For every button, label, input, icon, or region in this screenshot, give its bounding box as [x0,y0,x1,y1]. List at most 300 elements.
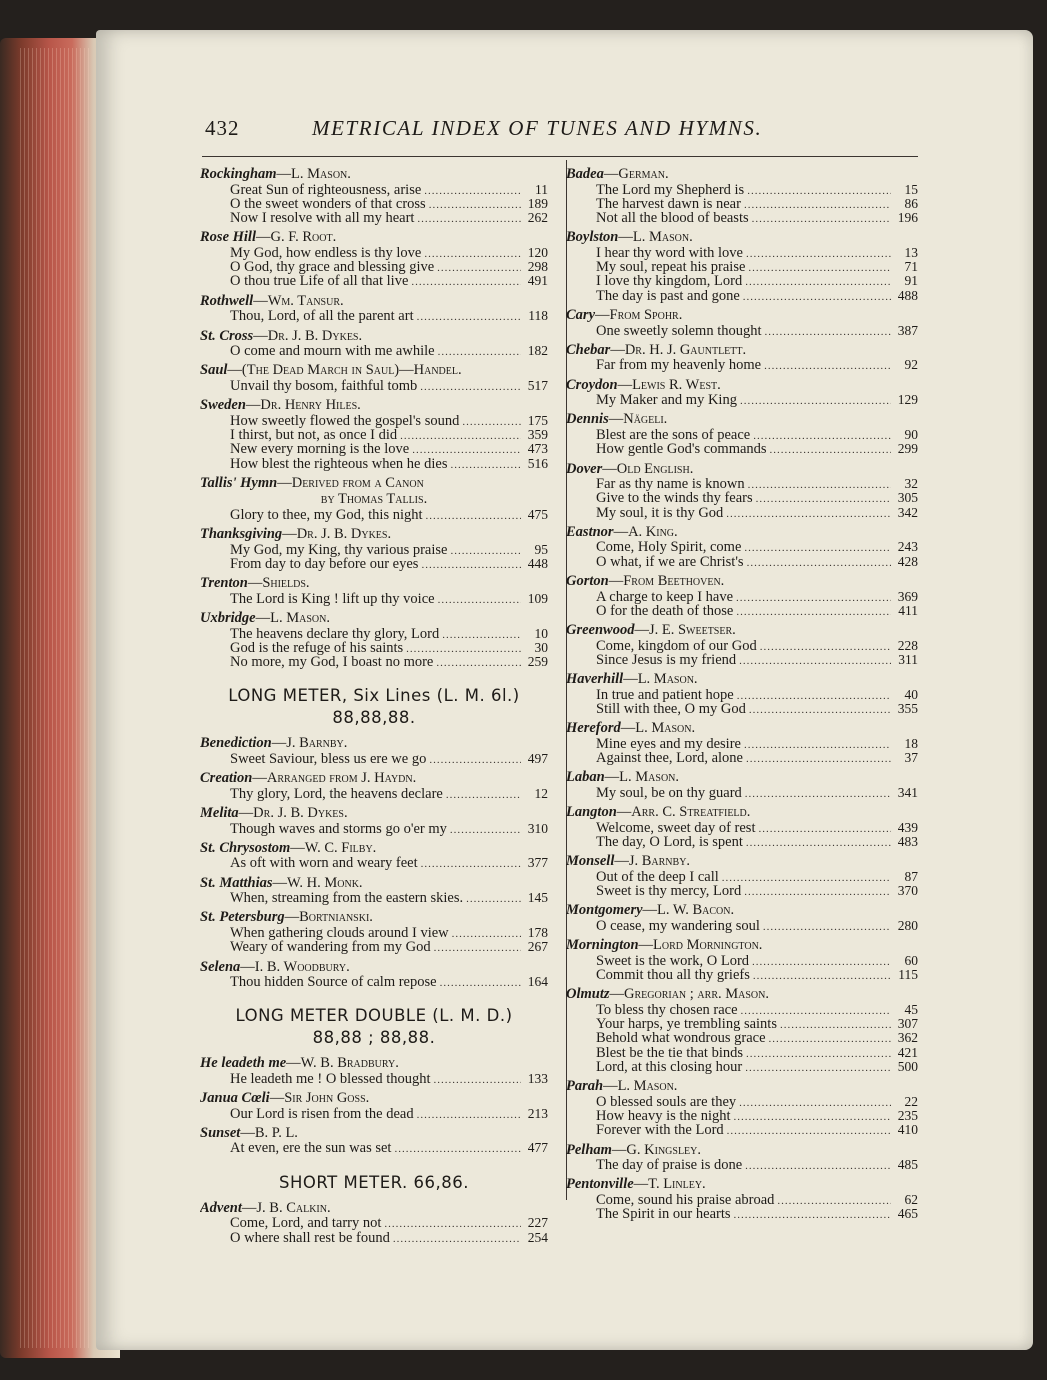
hymn-line [200,557,548,571]
hymn-number: 465 [897,1206,918,1222]
tune-name: St. Cross [200,327,254,344]
hymn-line [566,1109,918,1123]
hymn-first-line: Weary of wandering from my God [230,939,431,956]
tune-entry [566,461,918,478]
hymn-first-line: Sweet Saviour, bless us ere we go [230,750,427,767]
dot-leader [462,415,521,429]
dash: — [245,397,261,414]
tune-composer: Arr. C. Streatfield. [631,804,751,821]
tune-entry [566,411,918,428]
dot-leader [466,892,521,906]
dash: — [602,460,617,477]
hymn-first-line: Glory to thee, my God, this night [230,506,423,523]
dot-leader [440,976,521,990]
hymn-first-line: The day, O Lord, is spent [596,834,743,851]
hymn-first-line: Blest be the tie that binds [596,1044,743,1061]
dot-leader [438,345,521,359]
hymn-line [566,1017,918,1031]
tune-composer: G. Kingsley. [626,1141,702,1158]
hymn-first-line: I hear thy word with love [596,244,743,261]
dot-leader [417,212,521,226]
tune-name: Mornington [566,937,639,954]
hymn-line [200,344,548,358]
hymn-first-line: Your harps, ye trembling saints [596,1016,777,1033]
hymn-line [566,1207,918,1221]
tune-entry [566,524,918,541]
hymn-line [200,428,548,442]
hymn-first-line: My soul, repeat his praise [596,259,746,276]
hymn-first-line: O what, if we are Christ's [596,553,744,570]
dot-leader [764,359,891,373]
dot-leader [737,689,891,703]
hymn-first-line: My soul, be on thy guard [596,784,742,801]
hymn-line [566,884,918,898]
dash: — [240,958,255,975]
hymn-first-line: From day to day before our eyes [230,555,419,572]
hymn-first-line: The Lord my Shepherd is [596,181,745,198]
hymn-number: 12 [534,785,548,801]
dot-leader [450,823,521,837]
tune-composer: Arranged from J. Haydn. [266,770,417,787]
tune-name: St. Chrysostom [200,839,291,856]
hymn-first-line: My Maker and my King [596,392,737,409]
tune-entry [200,166,548,183]
dot-leader [450,458,521,472]
hymn-number: 448 [527,555,548,571]
hymn-line [566,183,918,197]
hymn-number: 387 [897,322,918,338]
hymn-first-line: Out of the deep I call [596,868,719,885]
tune-entry [566,671,918,688]
dot-leader [746,247,891,261]
dash: — [253,327,268,344]
tune-entry [566,937,918,954]
dash: — [241,1199,257,1216]
hymn-line [200,211,548,225]
tune-entry [566,853,918,870]
hymn-number: 483 [897,834,918,850]
tune-entry [566,720,918,737]
tune-name: Chebar [566,341,611,358]
tune-composer: Dr. J. B. Dykes. [253,805,348,822]
hymn-first-line: The day is past and gone [596,287,740,304]
hymn-number: 280 [897,917,918,933]
hymn-first-line: Lord, at this closing hour [596,1058,743,1075]
hymn-line [566,737,918,751]
dash: — [633,1176,649,1193]
hymn-line [566,639,918,653]
tune-entry [566,307,918,324]
tune-name: Eastnor [566,523,614,540]
hymn-number: 411 [898,602,918,618]
hymn-first-line: Come, kingdom of our God [596,637,757,654]
dot-leader [769,1032,891,1046]
tune-composer: Dr. J. B. Dykes. [267,327,363,344]
tune-entry [200,1200,548,1217]
hymn-first-line: In true and patient hope [596,686,734,703]
tune-entry [200,1125,548,1142]
hymn-first-line: When, streaming from the eastern skies. [230,890,464,907]
tune-entry [200,805,548,822]
hymn-first-line: Thou, Lord, of all the parent art [230,308,414,325]
dash: — [255,610,271,627]
dot-leader [765,325,891,339]
dot-leader [760,640,891,654]
hymn-number: 477 [527,1140,548,1156]
hymn-first-line: Commit thou all thy griefs [596,967,750,983]
hymn-number: 298 [527,259,548,275]
hymn-line [566,1123,918,1137]
hymn-line [566,555,918,569]
hymn-number: 213 [527,1105,548,1121]
hymn-first-line: O thou true Life of all that live [230,273,409,290]
hymn-line [200,442,548,456]
tune-name: Hereford [566,720,621,737]
tune-composer: I. B. Woodbury. [254,958,350,975]
dash: — [614,853,629,870]
tune-composer: B. P. L. [254,1124,298,1141]
header-rule [202,156,918,157]
hymn-line [200,926,548,940]
tune-name: Rose Hill [200,229,256,246]
tune-composer: T. Linley. [648,1176,706,1193]
dot-leader [746,836,891,850]
hymn-line [566,968,918,982]
dot-leader [384,1217,521,1231]
hymn-number: 516 [527,455,548,471]
hymn-first-line: How heavy is the night [596,1108,731,1125]
tune-entry [566,377,918,394]
hymn-first-line: The harvest dawn is near [596,195,741,212]
hymn-number: 120 [527,244,548,260]
hymn-line [566,506,918,520]
tune-entry [566,229,918,246]
hymn-number: 13 [904,244,918,260]
hymn-line [566,751,918,765]
hymn-line [200,457,548,471]
hymn-line [200,856,548,870]
tune-composer: Dr. Henry Hiles. [260,397,361,414]
hymn-first-line: He leadeth me ! O blessed thought [230,1070,431,1087]
dot-leader [747,184,891,198]
hymn-first-line: Forever with the Lord [596,1122,724,1139]
hymn-number: 475 [527,506,548,522]
hymn-line [200,592,548,606]
hymn-line [200,246,548,260]
tune-entry [200,397,548,414]
hymn-number: 485 [897,1157,918,1173]
dash: — [271,735,287,752]
hymn-first-line: Come, Holy Spirit, come [596,539,742,556]
tune-name: Rockingham [200,166,277,182]
dot-leader [400,429,521,443]
tune-name: Dennis [566,411,609,428]
tune-composer: L. Mason. [270,610,330,627]
dash: — [617,376,633,393]
hymn-first-line: How sweetly flowed the gospel's sound [230,412,460,429]
dot-leader [780,1018,891,1032]
hymn-first-line: My God, my King, thy various praise [230,541,448,558]
tune-entry [200,328,548,345]
tune-composer: W. C. Filby. [304,839,377,856]
tune-name: Gorton [566,573,609,590]
hymn-first-line: Thy glory, Lord, the heavens declare [230,785,443,802]
tune-composer: L. Mason. [637,671,698,688]
dash: — [276,166,292,182]
tune-name: Advent [200,1199,242,1216]
hymn-first-line: I love thy kingdom, Lord [596,273,743,290]
dot-leader [734,1110,891,1124]
hymn-line [566,702,918,716]
hymn-line [566,246,918,260]
dot-leader [420,380,521,394]
tune-name: Saul [200,362,228,379]
hymn-number: 342 [897,504,918,520]
dash: — [277,474,292,491]
hymn-line [566,1193,918,1207]
tune-composer: Derived from a Canon [291,474,424,491]
hymn-number: 145 [527,890,548,906]
tune-entry [566,1078,918,1095]
dot-leader [394,1142,521,1156]
tune-entry [200,293,548,310]
hymn-line [566,491,918,505]
dot-leader [393,1232,521,1246]
hymn-first-line: Sweet is thy mercy, Lord [596,883,742,900]
tune-name: Pelham [566,1141,612,1158]
tune-composer: J. Barnby. [628,853,691,870]
page-edge-texture [20,48,90,1348]
tune-name: Langton [566,804,617,821]
hymn-number: 15 [904,181,918,197]
hymn-number: 311 [898,651,918,667]
hymn-number: 115 [898,967,918,982]
hymn-number: 175 [527,412,548,428]
tune-entry [200,770,548,787]
tune-entry [200,362,548,379]
hymn-number: 71 [904,259,918,275]
dot-leader [434,1073,521,1087]
tune-entry [200,1090,548,1107]
hymn-line [566,393,918,407]
tune-composer: L. Mason. [619,769,680,786]
hymn-line [566,821,918,835]
hymn-number: 22 [904,1093,918,1109]
hymn-first-line: My soul, it is thy God [596,504,724,521]
hymn-line [200,822,548,836]
tune-composer: L. Mason. [635,720,696,737]
hymn-first-line: The Spirit in our hearts [596,1206,731,1223]
hymn-line [200,197,548,211]
dot-leader [442,628,521,642]
hymn-number: 355 [897,701,918,717]
hymn-line [566,1003,918,1017]
hymn-number: 178 [527,924,548,940]
dot-leader [446,788,521,802]
tune-composer: A. King. [628,523,678,540]
hymn-line [566,197,918,211]
dash: — [616,804,632,821]
tune-entry [200,475,548,492]
hymn-line [566,604,918,618]
hymn-line [566,1060,918,1074]
dot-leader [426,509,521,523]
section-meter: 88,88,88. [332,708,416,728]
hymn-line [566,289,918,303]
dash: — [286,1055,301,1072]
dash: — [608,573,624,590]
hymn-line [200,655,548,669]
hymn-first-line: Still with thee, O my God [596,701,746,718]
dot-leader [424,247,521,261]
dash: — [603,1078,618,1095]
tune-name: Laban [566,769,605,786]
tune-group [566,166,918,1226]
hymn-number: 30 [534,639,548,655]
tune-entry [566,1142,918,1159]
hymn-number: 359 [527,426,548,442]
hymn-first-line: Welcome, sweet day of rest [596,819,756,836]
dash: — [290,839,305,856]
dot-leader [727,1124,891,1138]
hymn-number: 129 [897,392,918,408]
hymn-number: 254 [527,1229,548,1245]
hymn-first-line: My God, how endless is thy love [230,244,422,261]
hymn-line [566,358,918,372]
tune-composer: L. Mason. [632,229,693,246]
dot-leader [421,558,521,572]
dot-leader [438,593,521,607]
dot-leader [748,261,891,275]
hymn-line [200,627,548,641]
dash: — [603,166,619,182]
dash: — [238,805,254,822]
hymn-line [566,324,918,338]
hymn-first-line: God is the refuge of his saints [230,639,404,656]
tune-name: Dover [566,460,603,477]
hymn-number: 45 [904,1001,918,1017]
tune-entry [566,573,918,590]
hymn-line [566,919,918,933]
tune-name: Montgomery [566,902,643,919]
dot-leader [758,822,891,836]
dot-leader [744,885,891,899]
tune-entry [200,735,548,752]
hymn-number: 428 [897,553,918,569]
tune-entry [566,166,918,183]
hymn-number: 377 [527,855,548,871]
tune-entry [200,526,548,543]
tune-name: St. Matthias [200,874,273,891]
hymn-line [200,309,548,323]
tune-name: Greenwood [566,622,635,639]
page-title: METRICAL INDEX OF TUNES AND HYMNS. [312,116,763,140]
tune-entry [200,840,548,857]
dot-leader [411,275,521,289]
tune-composer: Sir John Goss. [284,1090,370,1107]
tune-entry [566,769,918,786]
left-column [200,166,548,1249]
hymn-line [200,1107,548,1121]
hymn-line [200,260,548,274]
dot-leader [749,703,891,717]
dot-leader [748,478,891,492]
dot-leader [736,605,891,619]
dot-leader [753,969,891,983]
hymn-first-line: O blessed souls are they [596,1093,737,1110]
hymn-line [200,1072,548,1086]
hymn-line [200,641,548,655]
tune-entry [566,342,918,359]
dash: — [269,1090,285,1107]
dot-leader [746,1047,891,1061]
hymn-line [566,1158,918,1172]
dot-leader [734,1208,891,1222]
tune-group [200,1055,548,1159]
hymn-number: 11 [535,181,548,197]
hymn-line [566,786,918,800]
dot-leader [739,654,891,668]
dot-leader [436,656,521,670]
hymn-first-line: To bless thy chosen race [596,1001,738,1018]
tune-name: Olmutz [566,986,610,1003]
tune-composer: W. B. Bradbury. [300,1055,399,1072]
dot-leader [421,857,521,871]
hymn-line [566,540,918,554]
tune-composer: L. W. Bacon. [657,902,735,919]
hymn-first-line: O cease, my wandering soul [596,917,760,934]
hymn-first-line: O God, thy grace and blessing give [230,259,435,276]
hymn-number: 410 [897,1122,918,1138]
hymn-line [200,183,548,197]
dot-leader [429,753,521,767]
tune-composer-line [200,491,548,508]
tune-composer: German. [618,166,669,182]
section-heading-long-meter-double: LONG METER DOUBLE (L. M. D.) [235,1006,513,1026]
dot-leader [753,429,891,443]
hymn-first-line: Our Lord is risen from the dead [230,1105,414,1122]
tune-name: Monsell [566,853,615,870]
dot-leader [745,275,891,289]
hymn-first-line: Since Jesus is my friend [596,651,737,668]
tune-composer: Lord Mornington. [653,937,763,954]
hymn-line [566,211,918,225]
hymn-first-line: O where shall rest be found [230,1229,390,1246]
hymn-number: 341 [897,784,918,800]
tune-composer: Old English. [616,460,694,477]
dot-leader [417,310,521,324]
dot-leader [434,941,521,955]
tune-name: Creation [200,770,253,787]
hymn-number: 164 [527,974,548,990]
tune-name: Sunset [200,1124,241,1141]
hymn-first-line: Not all the blood of beasts [596,210,749,227]
hymn-first-line: Blest are the sons of peace [596,426,751,443]
hymn-number: 95 [534,541,548,557]
tune-composer: From Beethoven. [623,573,725,590]
dash: — [252,770,267,787]
tune-entry [566,1176,918,1193]
hymn-number: 189 [527,195,548,211]
hymn-first-line: Far from my heavenly home [596,357,762,374]
hymn-line [200,274,548,288]
hymn-number: 362 [897,1030,918,1046]
tune-entry [200,229,548,246]
tune-name: Badea [566,166,604,182]
dash: — [595,307,610,324]
hymn-number: 497 [527,750,548,766]
tune-composer: L. Mason. [291,166,351,182]
